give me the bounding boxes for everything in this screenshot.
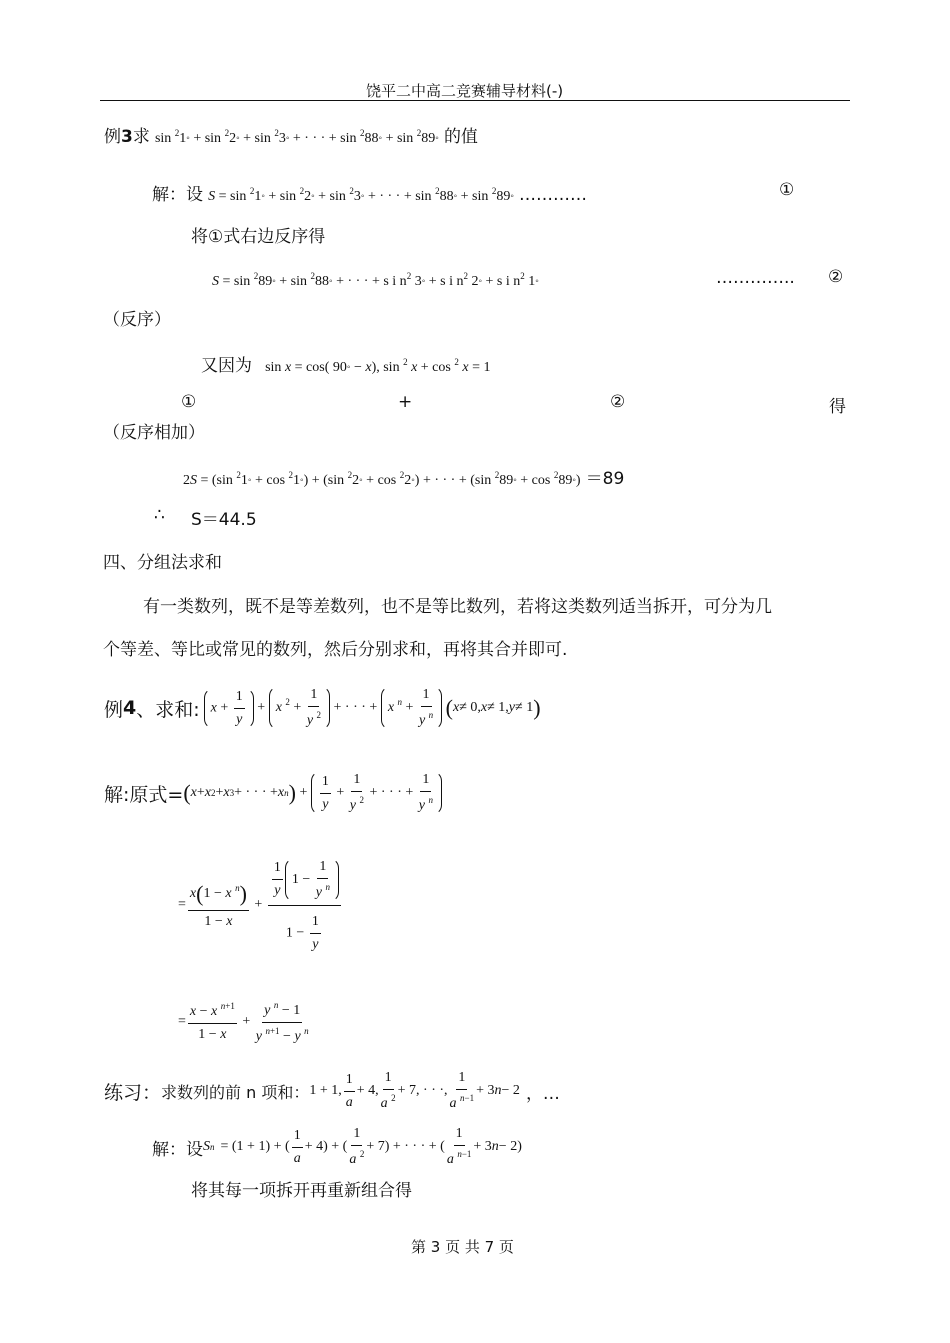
practice-solution-expression: S n = (1 + 1) + ( $\frac{1}{a}$ + 4) + ( $\frac{1}{a ^2}$ + 7) + · · · + ( $\frac{1}{a ^{n-1}}$ + 3 n − 2) [203,1126,522,1167]
example-4-number: 4 [123,697,137,719]
because-label: 又因为 [201,356,252,376]
section-heading: 四、分组法求和 [103,553,222,573]
therefore-symbol: ∴ [154,505,165,525]
page-header-title: 饶平二中高二竞赛辅导材料(-) [366,82,564,100]
leader-dots: ………… [518,185,587,205]
regroup-instruction: 将其每一项拆开再重新组合得 [191,1181,412,1201]
leader-dots-2: ………….. [716,268,795,288]
circle-two: ② [828,267,844,287]
solution-4-label: 解:原式= [104,783,184,806]
sum-get: 得 [829,397,846,417]
page-footer: 第 3 页 共 7 页 [411,1238,514,1256]
solution-4-step-1: = $\frac{x(1 - x ^n)}{1 - x}$ + $\frac{1}{y}$ 1 − $\frac{1}{y ^n}$ 1 − $\frac{1}{y}$ [178,850,343,960]
sum-expression: sin $^2$1◦ + sin $^2$2◦ + sin $^2$3◦ + · · · + sin $^2$88◦ + sin $^2$89◦ [154,128,439,146]
reverse-note: （反序） [103,310,171,330]
example-3-line [104,122,478,147]
solution-4-step-2: = $\frac{x - x ^{n+1}}{1 - x}$ + $\frac{y ^n - 1}{y ^{n+1} - y ^n}$ [178,999,309,1044]
equation-s: S = sin $^2$1◦ + sin $^2$2◦ + sin $^2$3◦ + · · · + sin $^2$88◦ + sin $^2$89◦ [208,186,514,204]
example-number: 3 [121,127,133,147]
solution-line-1 [152,180,587,205]
reverse-instruction: 将①式右边反序得 [191,227,326,247]
example-suffix: 的值 [443,127,478,147]
sum-plus: + [398,392,413,412]
double-sum-line [183,464,624,489]
practice-tail: ，… [525,1083,560,1104]
practice-line [104,1066,560,1116]
example-verb: 求 [132,127,150,147]
header-divider [100,100,850,101]
solution-label: 解：设 [152,185,203,205]
sum-circle-one: ① [181,392,197,412]
solution-4-expression: ( x + x 2 + x 3 + · · · + x n ) + $\frac{1}{y}$ + $\frac{1}{y ^2}$ + · · · + $\frac{1}{y ^n}$ [183,771,442,815]
practice-text: 求数列的前 n 项和： [161,1082,310,1102]
solution-4-line [104,765,442,821]
practice-label: 练习： [104,1081,162,1104]
equation-s-reversed: S = sin $^2$89◦ + sin $^2$88◦ + · · · + s i $n^2$ 3◦ + s i $n^2$ 2◦ + s i $n^2$ 1◦ [212,271,539,289]
practice-solution-label: 解：设 [152,1139,203,1160]
example-4-label: 例 [104,698,124,721]
paragraph-line-2: 个等差、等比或常见的数列，然后分别求和，再将其合并即可. [103,640,568,660]
reverse-add-note: （反序相加） [103,423,205,443]
result-value: S＝44.5 [191,510,257,530]
practice-sequence: 1 + 1, $\frac{1}{a}$ + 4, $\frac{1}{a ^2}$ + 7, · · ·, $\frac{1}{a ^{n-1}}$ + 3 n − 2 [309,1070,520,1111]
example-4-expression: x + $\frac{1}{y}$ + x $^2$ + $\frac{1}{y ^2}$ + · · · + x $^n$ + $\frac{1}{y ^n}$ ( x ≠ 0, x ≠ 1, y ≠ 1 ) [204,686,541,730]
equals-89: ＝89 [585,469,625,489]
example-4-line [104,678,541,738]
sum-circle-two: ② [610,392,626,412]
example-label: 例 [104,127,121,147]
practice-solution-line [152,1122,522,1172]
identity-expression: sin x = cos( 90◦ − x), sin $^2$ x + cos $^2$ x = 1 [265,357,491,375]
paragraph-line-1: 有一类数列，既不是等差数列，也不是等比数列，若将这类数列适当拆开，可分为几 [143,597,772,617]
circle-one: ① [779,180,795,200]
example-4-rest: 、求和: [136,698,200,721]
identity-line [201,351,490,376]
double-sum-expression: 2S = (sin $^2$1◦ + cos $^2$1◦) + (sin $^2$2◦ + cos $^2$2◦) + · · · + (sin $^2$89◦ + cos $^2$89◦) [183,470,581,488]
